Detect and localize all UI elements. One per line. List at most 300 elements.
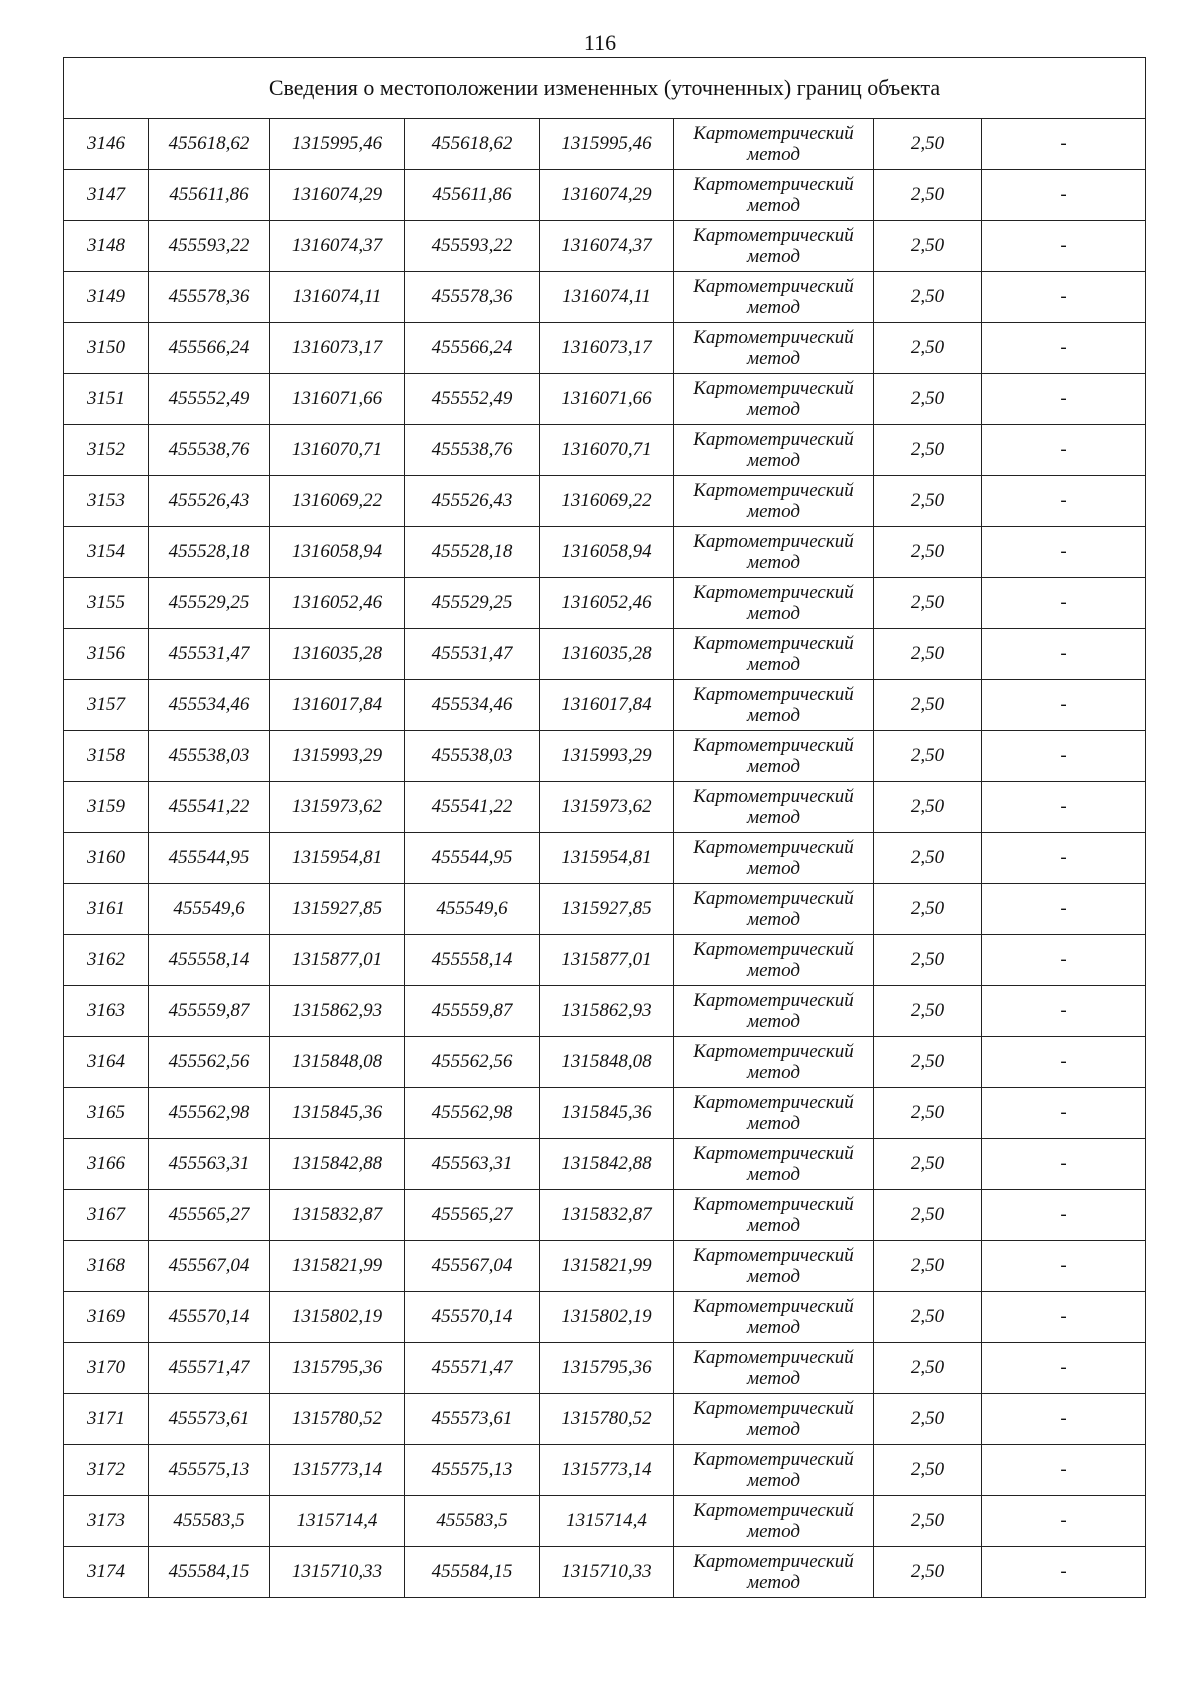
- table-row: [64, 731, 1146, 782]
- y-new-cell: 1315710,33: [540, 1547, 674, 1598]
- method-line-1: Картометрический: [693, 684, 854, 705]
- table-row: [64, 884, 1146, 935]
- point-number-cell: 3162: [64, 935, 149, 986]
- accuracy-cell: 2,50: [874, 1190, 982, 1241]
- point-number-cell: 3147: [64, 170, 149, 221]
- point-number-cell: 3170: [64, 1343, 149, 1394]
- method-line-1: Картометрический: [693, 1500, 854, 1521]
- accuracy-cell: 2,50: [874, 1139, 982, 1190]
- method-line-1: Картометрический: [693, 378, 854, 399]
- table-row: [64, 119, 1146, 170]
- note-cell: -: [982, 221, 1146, 272]
- method-cell: [674, 680, 874, 731]
- accuracy-cell: 2,50: [874, 1088, 982, 1139]
- x-old-cell: 455584,15: [149, 1547, 270, 1598]
- x-old-cell: 455563,31: [149, 1139, 270, 1190]
- point-number-cell: 3158: [64, 731, 149, 782]
- method-cell: [674, 833, 874, 884]
- note-cell: -: [982, 986, 1146, 1037]
- y-old-cell: 1316035,28: [270, 629, 405, 680]
- point-number-cell: 3160: [64, 833, 149, 884]
- method-cell: [674, 221, 874, 272]
- y-old-cell: 1316074,29: [270, 170, 405, 221]
- method-line-1: Картометрический: [693, 1296, 854, 1317]
- y-old-cell: 1316052,46: [270, 578, 405, 629]
- x-old-cell: 455571,47: [149, 1343, 270, 1394]
- accuracy-cell: 2,50: [874, 833, 982, 884]
- x-old-cell: 455575,13: [149, 1445, 270, 1496]
- y-new-cell: 1315842,88: [540, 1139, 674, 1190]
- y-new-cell: 1315848,08: [540, 1037, 674, 1088]
- method-line-1: Картометрический: [693, 1194, 854, 1215]
- y-old-cell: 1315773,14: [270, 1445, 405, 1496]
- method-line-1: Картометрический: [693, 939, 854, 960]
- method-cell: [674, 119, 874, 170]
- x-old-cell: 455567,04: [149, 1241, 270, 1292]
- note-cell: -: [982, 374, 1146, 425]
- x-old-cell: 455578,36: [149, 272, 270, 323]
- accuracy-cell: 2,50: [874, 1037, 982, 1088]
- method-line-2: метод: [747, 348, 800, 369]
- method-cell: [674, 782, 874, 833]
- note-cell: -: [982, 1190, 1146, 1241]
- x-new-cell: 455562,56: [405, 1037, 540, 1088]
- method-cell: [674, 374, 874, 425]
- method-line-1: Картометрический: [693, 1245, 854, 1266]
- x-new-cell: 455570,14: [405, 1292, 540, 1343]
- method-cell: [674, 1292, 874, 1343]
- y-old-cell: 1316073,17: [270, 323, 405, 374]
- y-old-cell: 1315848,08: [270, 1037, 405, 1088]
- method-cell: [674, 476, 874, 527]
- accuracy-cell: 2,50: [874, 1394, 982, 1445]
- table-row: [64, 323, 1146, 374]
- y-old-cell: 1315714,4: [270, 1496, 405, 1547]
- x-new-cell: 455584,15: [405, 1547, 540, 1598]
- point-number-cell: 3171: [64, 1394, 149, 1445]
- note-cell: -: [982, 170, 1146, 221]
- point-number-cell: 3167: [64, 1190, 149, 1241]
- x-old-cell: 455558,14: [149, 935, 270, 986]
- table-row: [64, 374, 1146, 425]
- x-new-cell: 455534,46: [405, 680, 540, 731]
- point-number-cell: 3166: [64, 1139, 149, 1190]
- note-cell: -: [982, 425, 1146, 476]
- y-new-cell: 1315995,46: [540, 119, 674, 170]
- method-cell: [674, 1241, 874, 1292]
- accuracy-cell: 2,50: [874, 1547, 982, 1598]
- method-line-2: метод: [747, 246, 800, 267]
- accuracy-cell: 2,50: [874, 323, 982, 374]
- method-line-2: метод: [747, 297, 800, 318]
- table-row: [64, 833, 1146, 884]
- table-row: [64, 1088, 1146, 1139]
- y-new-cell: 1315954,81: [540, 833, 674, 884]
- accuracy-cell: 2,50: [874, 527, 982, 578]
- accuracy-cell: 2,50: [874, 1445, 982, 1496]
- accuracy-cell: 2,50: [874, 1292, 982, 1343]
- table-row: [64, 782, 1146, 833]
- y-new-cell: 1315927,85: [540, 884, 674, 935]
- method-cell: [674, 1037, 874, 1088]
- y-old-cell: 1315954,81: [270, 833, 405, 884]
- table-row: [64, 1190, 1146, 1241]
- method-line-1: Картометрический: [693, 633, 854, 654]
- x-old-cell: 455583,5: [149, 1496, 270, 1547]
- table-row: [64, 1445, 1146, 1496]
- method-cell: [674, 1445, 874, 1496]
- method-line-1: Картометрический: [693, 174, 854, 195]
- table-row: [64, 272, 1146, 323]
- note-cell: -: [982, 1088, 1146, 1139]
- method-line-2: метод: [747, 552, 800, 573]
- method-cell: [674, 1190, 874, 1241]
- method-cell: [674, 1547, 874, 1598]
- table-row: [64, 578, 1146, 629]
- y-new-cell: 1316074,29: [540, 170, 674, 221]
- accuracy-cell: 2,50: [874, 272, 982, 323]
- method-cell: [674, 527, 874, 578]
- point-number-cell: 3156: [64, 629, 149, 680]
- method-cell: [674, 1496, 874, 1547]
- x-new-cell: 455531,47: [405, 629, 540, 680]
- method-line-2: метод: [747, 960, 800, 981]
- y-old-cell: 1315802,19: [270, 1292, 405, 1343]
- x-new-cell: 455575,13: [405, 1445, 540, 1496]
- note-cell: -: [982, 1139, 1146, 1190]
- point-number-cell: 3172: [64, 1445, 149, 1496]
- x-old-cell: 455562,56: [149, 1037, 270, 1088]
- y-old-cell: 1315795,36: [270, 1343, 405, 1394]
- method-line-1: Картометрический: [693, 531, 854, 552]
- method-line-1: Картометрический: [693, 837, 854, 858]
- x-new-cell: 455563,31: [405, 1139, 540, 1190]
- accuracy-cell: 2,50: [874, 731, 982, 782]
- y-old-cell: 1316017,84: [270, 680, 405, 731]
- y-new-cell: 1316052,46: [540, 578, 674, 629]
- table-row: [64, 1547, 1146, 1598]
- x-old-cell: 455566,24: [149, 323, 270, 374]
- y-new-cell: 1315862,93: [540, 986, 674, 1037]
- y-old-cell: 1315845,36: [270, 1088, 405, 1139]
- method-line-1: Картометрический: [693, 429, 854, 450]
- note-cell: -: [982, 1343, 1146, 1394]
- note-cell: -: [982, 119, 1146, 170]
- y-new-cell: 1315993,29: [540, 731, 674, 782]
- method-line-2: метод: [747, 807, 800, 828]
- note-cell: -: [982, 680, 1146, 731]
- y-new-cell: 1316070,71: [540, 425, 674, 476]
- note-cell: -: [982, 272, 1146, 323]
- method-line-1: Картометрический: [693, 1092, 854, 1113]
- x-old-cell: 455534,46: [149, 680, 270, 731]
- method-line-2: метод: [747, 1521, 800, 1542]
- method-line-1: Картометрический: [693, 786, 854, 807]
- y-new-cell: 1315795,36: [540, 1343, 674, 1394]
- method-line-2: метод: [747, 450, 800, 471]
- table-title-row: [64, 58, 1146, 119]
- accuracy-cell: 2,50: [874, 119, 982, 170]
- y-old-cell: 1315710,33: [270, 1547, 405, 1598]
- y-new-cell: 1315773,14: [540, 1445, 674, 1496]
- table-row: [64, 221, 1146, 272]
- x-old-cell: 455526,43: [149, 476, 270, 527]
- x-new-cell: 455578,36: [405, 272, 540, 323]
- point-number-cell: 3169: [64, 1292, 149, 1343]
- method-line-2: метод: [747, 501, 800, 522]
- note-cell: -: [982, 476, 1146, 527]
- y-new-cell: 1316035,28: [540, 629, 674, 680]
- point-number-cell: 3159: [64, 782, 149, 833]
- note-cell: -: [982, 1394, 1146, 1445]
- method-line-1: Картометрический: [693, 480, 854, 501]
- point-number-cell: 3149: [64, 272, 149, 323]
- table-row: [64, 476, 1146, 527]
- method-cell: [674, 578, 874, 629]
- y-old-cell: 1315927,85: [270, 884, 405, 935]
- method-line-2: метод: [747, 1419, 800, 1440]
- method-cell: [674, 884, 874, 935]
- method-line-1: Картометрический: [693, 1347, 854, 1368]
- coordinates-table: [63, 57, 1146, 1598]
- method-cell: [674, 935, 874, 986]
- x-new-cell: 455541,22: [405, 782, 540, 833]
- x-old-cell: 455618,62: [149, 119, 270, 170]
- method-line-1: Картометрический: [693, 888, 854, 909]
- y-new-cell: 1316074,11: [540, 272, 674, 323]
- y-old-cell: 1315780,52: [270, 1394, 405, 1445]
- method-line-1: Картометрический: [693, 1143, 854, 1164]
- method-cell: [674, 1343, 874, 1394]
- y-old-cell: 1316071,66: [270, 374, 405, 425]
- note-cell: -: [982, 1241, 1146, 1292]
- method-line-1: Картометрический: [693, 276, 854, 297]
- method-line-2: метод: [747, 705, 800, 726]
- note-cell: -: [982, 629, 1146, 680]
- note-cell: -: [982, 884, 1146, 935]
- x-old-cell: 455562,98: [149, 1088, 270, 1139]
- method-line-2: метод: [747, 603, 800, 624]
- point-number-cell: 3165: [64, 1088, 149, 1139]
- y-new-cell: 1316017,84: [540, 680, 674, 731]
- method-line-2: метод: [747, 1062, 800, 1083]
- table-body: [64, 119, 1146, 1598]
- accuracy-cell: 2,50: [874, 170, 982, 221]
- accuracy-cell: 2,50: [874, 374, 982, 425]
- method-line-1: Картометрический: [693, 1041, 854, 1062]
- x-new-cell: 455573,61: [405, 1394, 540, 1445]
- point-number-cell: 3151: [64, 374, 149, 425]
- y-old-cell: 1315821,99: [270, 1241, 405, 1292]
- x-new-cell: 455549,6: [405, 884, 540, 935]
- accuracy-cell: 2,50: [874, 986, 982, 1037]
- method-line-2: метод: [747, 654, 800, 675]
- method-line-1: Картометрический: [693, 1398, 854, 1419]
- table-row: [64, 1037, 1146, 1088]
- y-new-cell: 1316058,94: [540, 527, 674, 578]
- x-old-cell: 455559,87: [149, 986, 270, 1037]
- method-line-1: Картометрический: [693, 735, 854, 756]
- x-old-cell: 455529,25: [149, 578, 270, 629]
- accuracy-cell: 2,50: [874, 680, 982, 731]
- y-new-cell: 1315877,01: [540, 935, 674, 986]
- table-row: [64, 1139, 1146, 1190]
- method-line-2: метод: [747, 1572, 800, 1593]
- method-line-2: метод: [747, 1266, 800, 1287]
- method-cell: [674, 731, 874, 782]
- x-old-cell: 455538,03: [149, 731, 270, 782]
- point-number-cell: 3148: [64, 221, 149, 272]
- x-new-cell: 455571,47: [405, 1343, 540, 1394]
- y-new-cell: 1315802,19: [540, 1292, 674, 1343]
- x-old-cell: 455541,22: [149, 782, 270, 833]
- x-new-cell: 455593,22: [405, 221, 540, 272]
- table-row: [64, 629, 1146, 680]
- x-new-cell: 455566,24: [405, 323, 540, 374]
- x-old-cell: 455538,76: [149, 425, 270, 476]
- x-old-cell: 455565,27: [149, 1190, 270, 1241]
- note-cell: -: [982, 833, 1146, 884]
- x-new-cell: 455529,25: [405, 578, 540, 629]
- accuracy-cell: 2,50: [874, 221, 982, 272]
- accuracy-cell: 2,50: [874, 884, 982, 935]
- accuracy-cell: 2,50: [874, 1496, 982, 1547]
- x-new-cell: 455528,18: [405, 527, 540, 578]
- x-new-cell: 455583,5: [405, 1496, 540, 1547]
- point-number-cell: 3157: [64, 680, 149, 731]
- x-old-cell: 455549,6: [149, 884, 270, 935]
- y-old-cell: 1315995,46: [270, 119, 405, 170]
- note-cell: -: [982, 323, 1146, 374]
- point-number-cell: 3163: [64, 986, 149, 1037]
- point-number-cell: 3153: [64, 476, 149, 527]
- note-cell: -: [982, 1292, 1146, 1343]
- x-new-cell: 455544,95: [405, 833, 540, 884]
- table-row: [64, 170, 1146, 221]
- method-line-1: Картометрический: [693, 990, 854, 1011]
- x-new-cell: 455552,49: [405, 374, 540, 425]
- x-new-cell: 455526,43: [405, 476, 540, 527]
- x-new-cell: 455567,04: [405, 1241, 540, 1292]
- x-new-cell: 455562,98: [405, 1088, 540, 1139]
- method-cell: [674, 1394, 874, 1445]
- x-new-cell: 455538,03: [405, 731, 540, 782]
- y-old-cell: 1316074,11: [270, 272, 405, 323]
- method-line-1: Картометрический: [693, 123, 854, 144]
- note-cell: -: [982, 782, 1146, 833]
- y-new-cell: 1316071,66: [540, 374, 674, 425]
- y-new-cell: 1315973,62: [540, 782, 674, 833]
- point-number-cell: 3146: [64, 119, 149, 170]
- y-old-cell: 1316069,22: [270, 476, 405, 527]
- method-line-2: метод: [747, 1164, 800, 1185]
- point-number-cell: 3164: [64, 1037, 149, 1088]
- accuracy-cell: 2,50: [874, 476, 982, 527]
- method-line-2: метод: [747, 399, 800, 420]
- point-number-cell: 3161: [64, 884, 149, 935]
- x-new-cell: 455538,76: [405, 425, 540, 476]
- note-cell: -: [982, 1445, 1146, 1496]
- x-old-cell: 455570,14: [149, 1292, 270, 1343]
- table-row: [64, 1343, 1146, 1394]
- accuracy-cell: 2,50: [874, 1343, 982, 1394]
- note-cell: -: [982, 1037, 1146, 1088]
- method-line-1: Картометрический: [693, 327, 854, 348]
- method-line-2: метод: [747, 1368, 800, 1389]
- table-row: [64, 1496, 1146, 1547]
- method-cell: [674, 1088, 874, 1139]
- y-new-cell: 1316073,17: [540, 323, 674, 374]
- accuracy-cell: 2,50: [874, 425, 982, 476]
- method-line-2: метод: [747, 1215, 800, 1236]
- note-cell: -: [982, 578, 1146, 629]
- y-old-cell: 1316074,37: [270, 221, 405, 272]
- y-new-cell: 1315832,87: [540, 1190, 674, 1241]
- method-line-2: метод: [747, 1470, 800, 1491]
- method-line-2: метод: [747, 756, 800, 777]
- y-old-cell: 1315973,62: [270, 782, 405, 833]
- method-line-2: метод: [747, 1317, 800, 1338]
- table-row: [64, 425, 1146, 476]
- x-new-cell: 455559,87: [405, 986, 540, 1037]
- table-title: Сведения о местоположении измененных (уточненных) границ объекта: [64, 58, 1146, 119]
- y-old-cell: 1316070,71: [270, 425, 405, 476]
- x-new-cell: 455618,62: [405, 119, 540, 170]
- note-cell: -: [982, 1547, 1146, 1598]
- table-row: [64, 527, 1146, 578]
- method-cell: [674, 272, 874, 323]
- method-line-2: метод: [747, 1113, 800, 1134]
- y-old-cell: 1315877,01: [270, 935, 405, 986]
- note-cell: -: [982, 731, 1146, 782]
- y-new-cell: 1316069,22: [540, 476, 674, 527]
- x-new-cell: 455558,14: [405, 935, 540, 986]
- method-cell: [674, 323, 874, 374]
- note-cell: -: [982, 527, 1146, 578]
- method-line-2: метод: [747, 1011, 800, 1032]
- note-cell: -: [982, 1496, 1146, 1547]
- y-old-cell: 1315993,29: [270, 731, 405, 782]
- x-old-cell: 455593,22: [149, 221, 270, 272]
- method-line-1: Картометрический: [693, 1551, 854, 1572]
- x-old-cell: 455528,18: [149, 527, 270, 578]
- y-new-cell: 1316074,37: [540, 221, 674, 272]
- point-number-cell: 3154: [64, 527, 149, 578]
- method-cell: [674, 1139, 874, 1190]
- y-old-cell: 1315832,87: [270, 1190, 405, 1241]
- x-old-cell: 455552,49: [149, 374, 270, 425]
- x-old-cell: 455531,47: [149, 629, 270, 680]
- y-old-cell: 1316058,94: [270, 527, 405, 578]
- x-new-cell: 455565,27: [405, 1190, 540, 1241]
- x-old-cell: 455573,61: [149, 1394, 270, 1445]
- accuracy-cell: 2,50: [874, 935, 982, 986]
- accuracy-cell: 2,50: [874, 782, 982, 833]
- method-cell: [674, 986, 874, 1037]
- method-cell: [674, 425, 874, 476]
- method-cell: [674, 170, 874, 221]
- table-row: [64, 1394, 1146, 1445]
- point-number-cell: 3174: [64, 1547, 149, 1598]
- point-number-cell: 3152: [64, 425, 149, 476]
- accuracy-cell: 2,50: [874, 1241, 982, 1292]
- x-old-cell: 455544,95: [149, 833, 270, 884]
- accuracy-cell: 2,50: [874, 629, 982, 680]
- y-new-cell: 1315780,52: [540, 1394, 674, 1445]
- table-row: [64, 986, 1146, 1037]
- method-line-1: Картометрический: [693, 225, 854, 246]
- point-number-cell: 3168: [64, 1241, 149, 1292]
